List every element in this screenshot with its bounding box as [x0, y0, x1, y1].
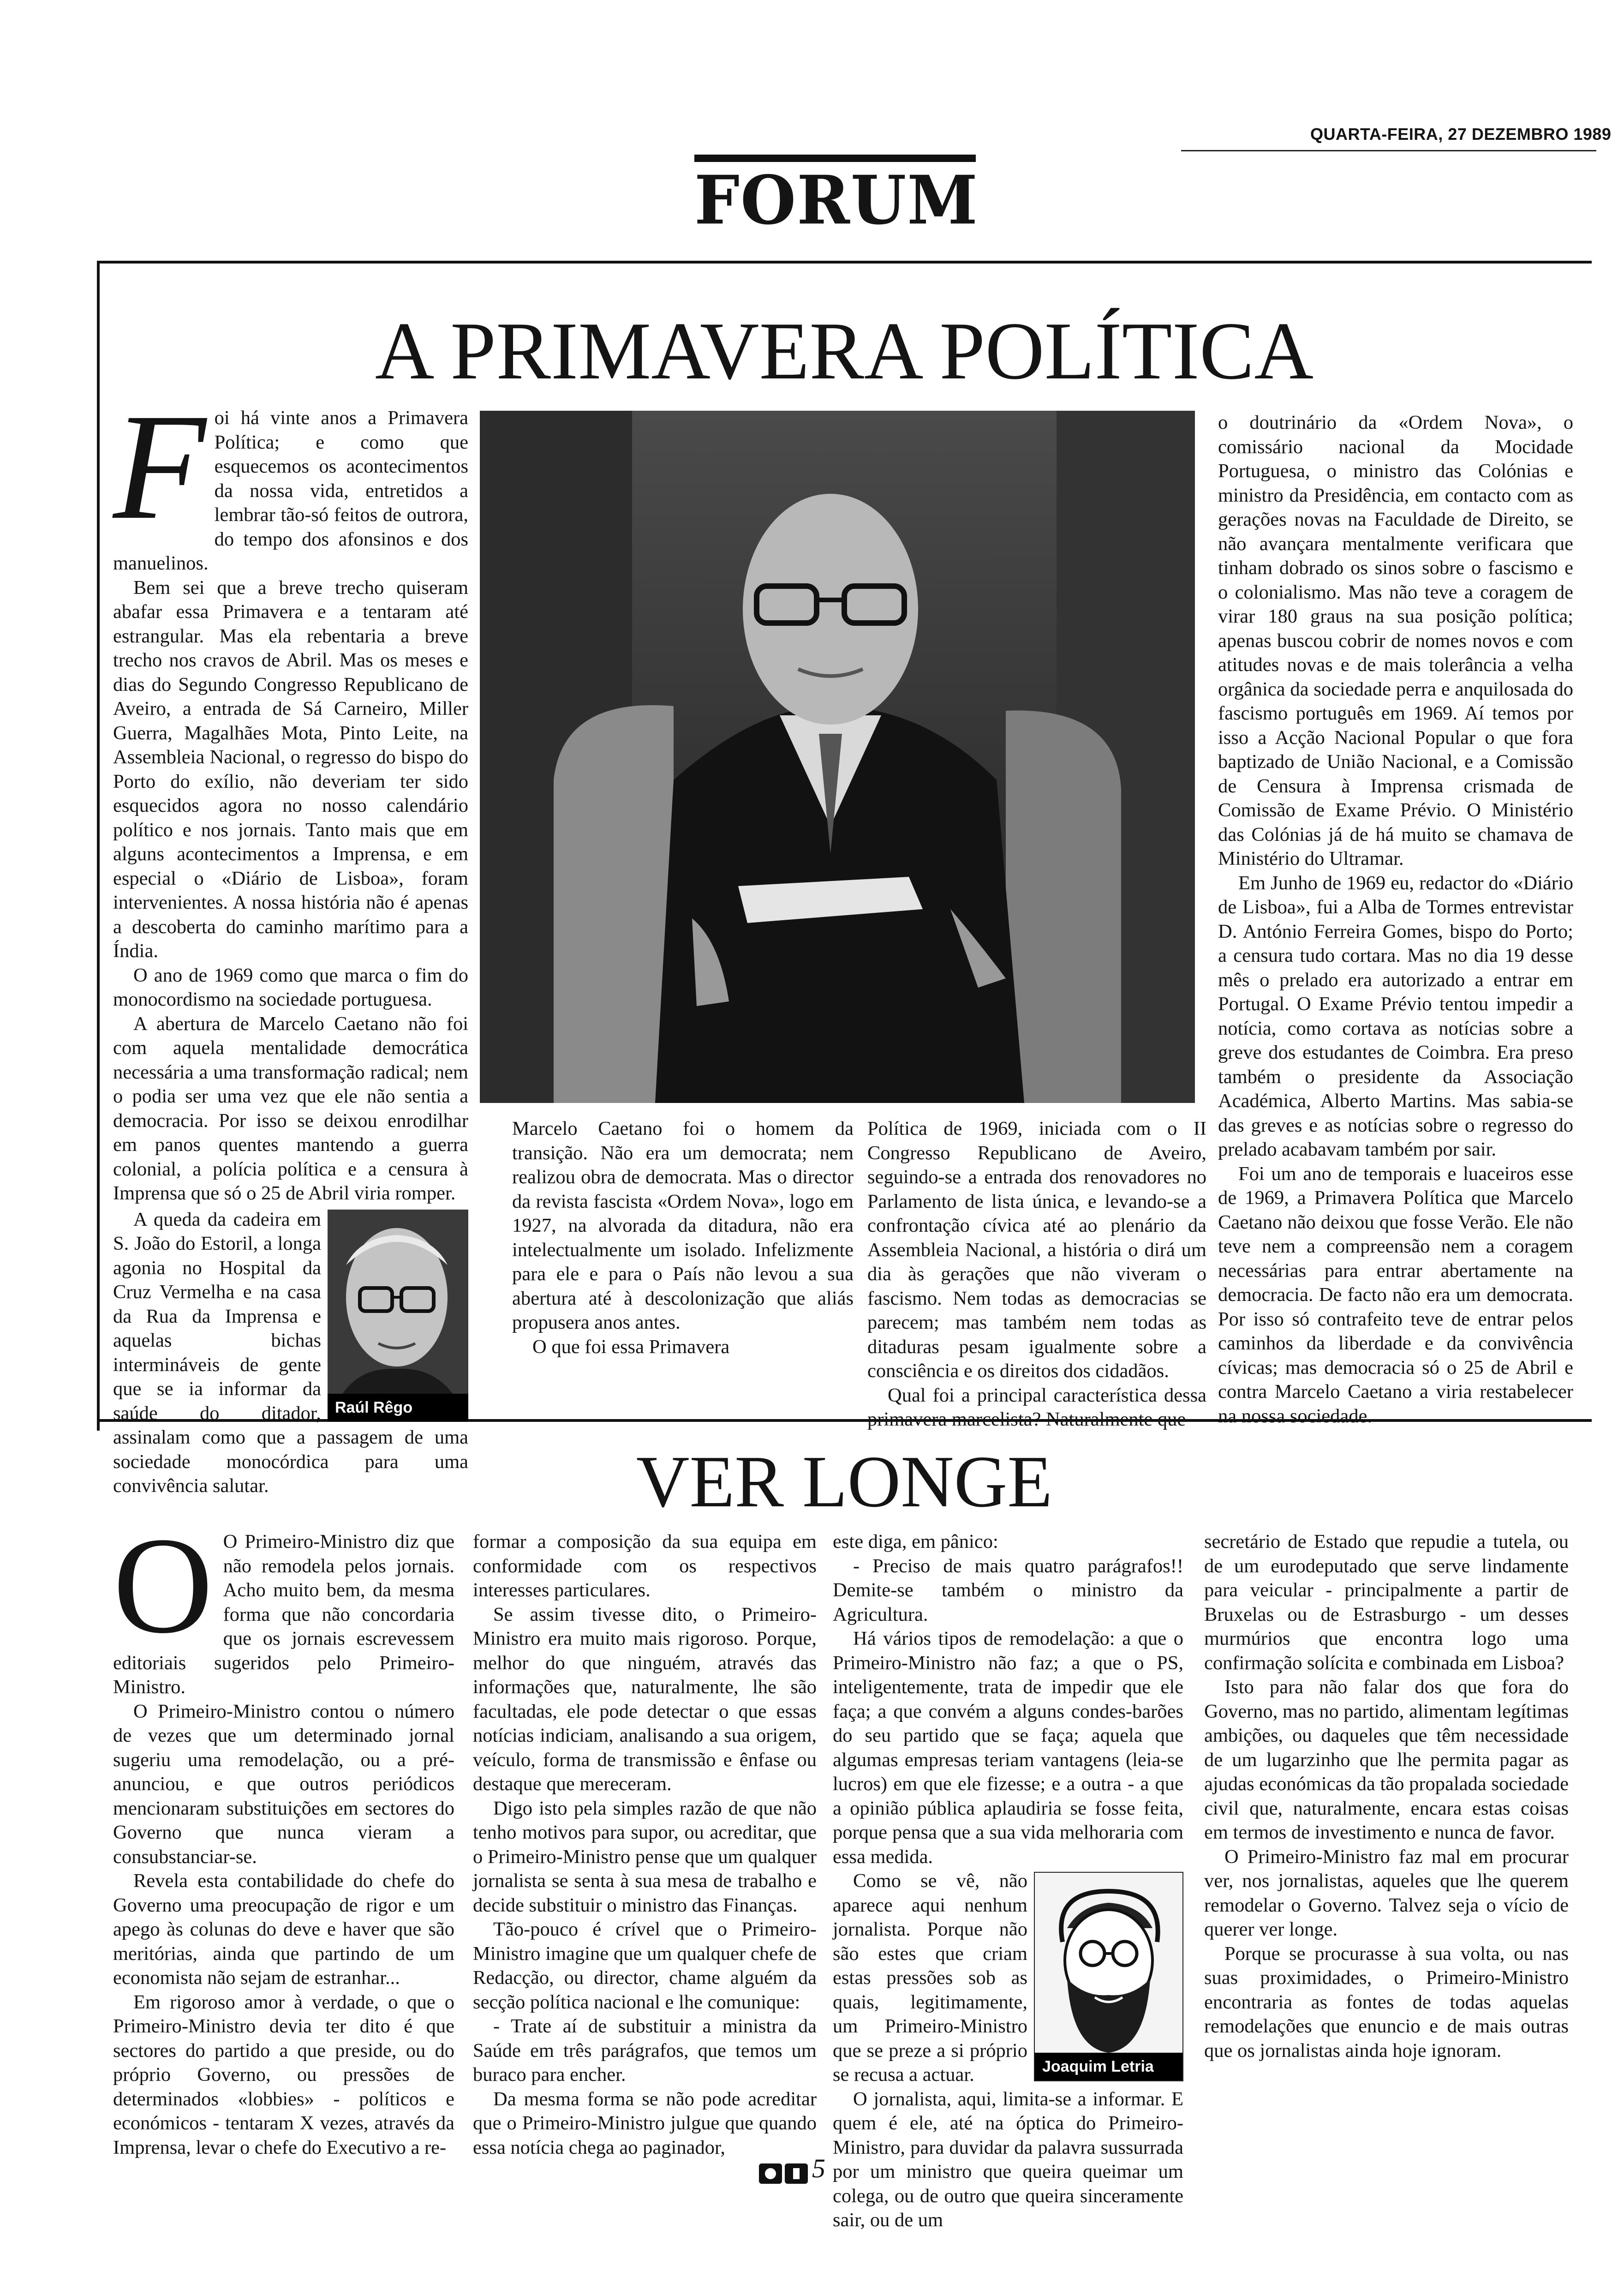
article2-column-3	[833, 1530, 1183, 2231]
author-photo-raul-rego	[328, 1210, 468, 1422]
paragraph: este diga, em pânico:	[833, 1531, 998, 1552]
author-caricature-joaquim-letria	[1034, 1872, 1183, 2081]
paragraph: Foi um ano de temporais e luaceiros esse de 1969, a Primavera Política que Marcelo Caetano não deixou que fosse Verão. Ele não teve nem a compreensão nem a coragem necessárias para entrar abertamente na democracia. De facto não era um democrata. Por isso só contrafeito teve de entrar pelos caminhos da liberdade e da convivência cívicas; mas democracia só o 25 de Abril e contra Marcelo Caetano a viria restabelecer na nossa sociedade.	[1218, 1162, 1573, 1427]
article-left-rule	[97, 261, 100, 1431]
paragraph: Se assim tivesse dito, o Primeiro-Ministro era muito mais rigoroso. Porque, melhor do que ninguém, através das informações que, naturalmente, lhe são facultadas, ele pode detectar o que essas notícias indiciam, analisando a sua origem, veículo, forma de transmissão e ênfase ou destaque que mereceram.	[473, 1603, 817, 1795]
article1-column-1	[113, 383, 468, 1497]
article-top-rule	[97, 261, 1592, 264]
paragraph: O jornalista, aqui, limita-se a informar. E quem é ele, até na óptica do Primeiro-Ministro, para duvidar da palavra sussurrada por um ministro que queira queimar um colega, ou de outro que queira sinceramente sair, ou de um	[833, 2088, 1183, 2231]
article2-column-2	[473, 1530, 817, 2158]
paragraph: Em Junho de 1969 eu, redactor do «Diário de Lisboa», fui a Alba de Tormes entrevistar D. António Ferreira Gomes, bispo do Porto; a censura tudo cortara. Mas no dia 19 desse mês o prelado era autorizado a entrar em Portugal. O Exame Prévio tentou impedir a notícia, como cortava as notícias sobre a greve dos estudantes de Coimbra. Era preso também o presidente da Associação Académica, Alberto Martins. Mas sabia-se das greves e as notícias sobre o regresso do prelado acabavam também por sair.	[1218, 872, 1573, 1160]
author-caption: Raúl Rêgo	[328, 1394, 468, 1422]
paragraph: A abertura de Marcelo Caetano não foi com aquela mentalidade democrática necessária a uma transformação radical; nem o podia ser uma vez que ele não sentia a democracia. Por isso se deixou enrodilhar em panos quentes mantendo a guerra colonial, a polícia política e a censura à Imprensa que só o 25 de Abril viria romper.	[113, 1013, 468, 1204]
section-title: FORUM	[694, 160, 979, 240]
paragraph: Política de 1969, iniciada com o II Congresso Republicano de Aveiro, seguindo-se a entrada dos renovadores no Parlamento de lista única, e levando-se a confrontação cívica até ao plenário da Assembleia Nacional, a história o dirá um dia às gerações que não viveram o fascismo. Nem todas as democracias se parecem; mas também nem todas as ditaduras pesam igualmente sobre a consciência e os direitos dos cidadãos.	[867, 1118, 1206, 1382]
paragraph: Como se vê, não aparece aqui nenhum jornalista. Porque não são estes que criam estas pressões sob as quais, legitimamente, um Primeiro-Ministro que se preze a si próprio se recusa a actuar.	[833, 1870, 1027, 2085]
paragraph: o doutrinário da «Ordem Nova», o comissário nacional da Mocidade Portuguesa, o ministro das Colónias e ministro da Presidência, em contacto com as gerações novas na Faculdade de Direito, se não avançara mentalmente verificara que tinham dobrado os sinos sobre o fascismo e o colonialismo. Mas não teve a coragem de virar 180 graus na sua posição política; apenas buscou cobrir de nomes novos e com atitudes novas e de mais tolerância a velha orgânica da sociedade perra e anquilosada do fascismo português em 1969. Aí temos por isso a Acção Nacional Popular o que fora baptizado de União Nacional, e a Comissão de Censura à Imprensa crismada de Comissão de Exame Prévio. O Ministério das Colónias já de há muito se chamava de Ministério do Ultramar.	[1218, 412, 1573, 869]
article1-dropcap: F	[113, 383, 206, 551]
paragraph: O que foi essa Primavera	[532, 1336, 730, 1358]
paragraph: Bem sei que a breve trecho quiseram abafar essa Primavera e a tentaram até estrangular. Mas ela rebentaria a breve trecho nos cravos de Abril. Mas os meses e dias do Segundo Congresso Republicano de Aveiro, a entrada de Sá Carneiro, Miller Guerra, Magalhães Mota, Pinto Leite, na Assembleia Nacional, o regresso do bispo do Porto do exílio, não deveriam ter sido esquecidos agora no nosso calendário político e nos jornais. Tanto mais que em alguns acontecimentos a Imprensa, e em especial o «Diário de Lisboa», foram intervenientes. A nossa história não é apenas a descoberta do caminho marítimo para a Índia.	[113, 576, 468, 962]
paragraph: Porque se procurasse à sua volta, ou nas suas proximidades, o Primeiro-Ministro encontraria as fontes de todas aquelas remodelações que enuncio e de mais outras que os jornalistas ainda hoje ignoram.	[1204, 1942, 1569, 2061]
date-rule	[1181, 150, 1596, 151]
paragraph: Qual foi a principal característica dessa primavera marcelista? Naturalmente que	[867, 1384, 1206, 1430]
paragraph: A queda da cadeira em S. João do Estoril, a longa agonia no Hospital da Cruz Vermelha e na casa da Rua da Imprensa e aquelas bichas intermináveis de gente que se ia informar da saúde do ditador, assinalam como que a passagem de uma sociedade monocórdica para uma convivência salutar.	[113, 1208, 468, 1497]
paragraph: oi há vinte anos a Primavera Política; e como que esquecemos os acontecimentos da nossa vida, entretidos a lembrar tão-só feitos de outrora, do tempo dos afonsinos e dos manuelinos.	[113, 407, 468, 574]
paragraph: Isto para não falar dos que fora do Governo, mas no partido, alimentam legítimas ambições, ou daqueles que têm necessidade de um lugarzinho que lhe permita pagar as ajudas económicas da tão propalada sociedade civil que, naturalmente, encara estas coisas em termos de investimento e nunca de favor.	[1204, 1676, 1569, 1843]
paragraph: Revela esta contabilidade do chefe do Governo uma preocupação de rigor e um apego às colunas do deve e haver que são meritórias, ainda que partindo de um economista não sejam de estranhar...	[113, 1870, 454, 1989]
page-number: 5	[812, 2153, 825, 2183]
author-caption: Joaquim Letria	[1035, 2053, 1182, 2081]
article1-column-3	[867, 1117, 1206, 1430]
paragraph: O Primeiro-Ministro diz que não remodela pelos jornais. Acho muito bem, da mesma forma que não concordaria que os jornais escrevessem editoriais sugeridos pelo Primeiro-Ministro.	[113, 1531, 454, 1698]
paragraph: secretário de Estado que repudie a tutela, ou de um eurodeputado que serve lindamente para veicular - principalmente a partir de Bruxelas ou de Estrasburgo - um desses murmúrios que encontra logo uma confirmação solícita e combinada em Lisboa?	[1204, 1531, 1569, 1674]
paragraph: O Primeiro-Ministro contou o número de vezes que um determinado jornal sugeriu uma remodelação, ou a pré-anunciou, e que outros periódicos mencionaram substituições em sectores do Governo que nunca vieram a consubstanciar-se.	[113, 1700, 454, 1868]
paragraph: Da mesma forma se não pode acreditar que o Primeiro-Ministro julgue que quando essa notícia chega ao paginador,	[473, 2088, 817, 2158]
newspaper-logo-mark	[759, 2160, 810, 2187]
article1-column-2	[512, 1117, 854, 1412]
article-headline: A PRIMAVERA POLÍTICA	[375, 305, 1314, 396]
article2-column-1	[113, 1509, 454, 2158]
paragraph: O Primeiro-Ministro faz mal em procurar ver, nos jornalistas, aqueles que lhe querem remodelar o Governo. Talvez seja o vício de querer ver longe.	[1204, 1846, 1569, 1940]
paragraph: Tão-pouco é crível que o Primeiro-Ministro imagine que um qualquer chefe de Redacção, ou director, chame alguém da secção política nacional e lhe comunique:	[473, 1918, 817, 2013]
paragraph: - Trate aí de substituir a ministra da Saúde em três parágrafos, que temos um buraco para encher.	[473, 2015, 817, 2085]
paragraph: Digo isto pela simples razão de que não tenho motivos para supor, ou acreditar, que o Primeiro-Ministro pense que um qualquer jornalista se senta à sua mesa de trabalho e decide substituir o ministro das Finanças.	[473, 1797, 817, 1916]
article-headline: VER LONGE	[636, 1440, 1053, 1522]
paragraph: - Preciso de mais quatro parágrafos!! Demite-se também o ministro da Agricultura.	[833, 1555, 1183, 1625]
article2-dropcap: O	[113, 1509, 213, 1662]
article2-column-4	[1204, 1530, 1569, 2148]
marcelo-caetano-photo	[480, 411, 1195, 1103]
paragraph: O ano de 1969 como que marca o fim do monocordismo na sociedade portuguesa.	[113, 964, 468, 1010]
paragraph: Em rigoroso amor à verdade, o que o Primeiro-Ministro devia ter dito é que sectores do partido a que preside, ou do próprio Governo, ou pressões de determinados «lobbies» - políticos e económicos - tentaram X vezes, através da Imprensa, levar o chefe do Executivo a re-	[113, 1991, 454, 2158]
paragraph: formar a composição da sua equipa em conformidade com os respectivos interesses particulares.	[473, 1531, 817, 1601]
article1-column-4	[1218, 411, 1573, 1427]
edition-date: QUARTA-FEIRA, 27 DEZEMBRO 1989	[1310, 125, 1612, 144]
paragraph: Marcelo Caetano foi o homem da transição. Não era um democrata; nem realizou obra de democrata. Mas o director da revista fascista «Ordem Nova», logo em 1927, na alvorada da ditadura, não era intelectualmente um isolado. Infelizmente para ele e para o País não levou a sua abertura até à descolonização que aliás propusera anos antes.	[512, 1118, 854, 1333]
paragraph: Há vários tipos de remodelação: a que o Primeiro-Ministro não faz; a que o PS, inteligentemente, trata de impedir que ele faça; a que convém a alguns condes-barões do seu partido que se faça; aquela que algumas empresas teriam vantagens (leia-se lucros) em que ele fizesse; e a outra - a que a opinião pública aplaudiria se fosse feita, porque pensa que a sua vida melhoraria com essa medida.	[833, 1628, 1183, 1868]
